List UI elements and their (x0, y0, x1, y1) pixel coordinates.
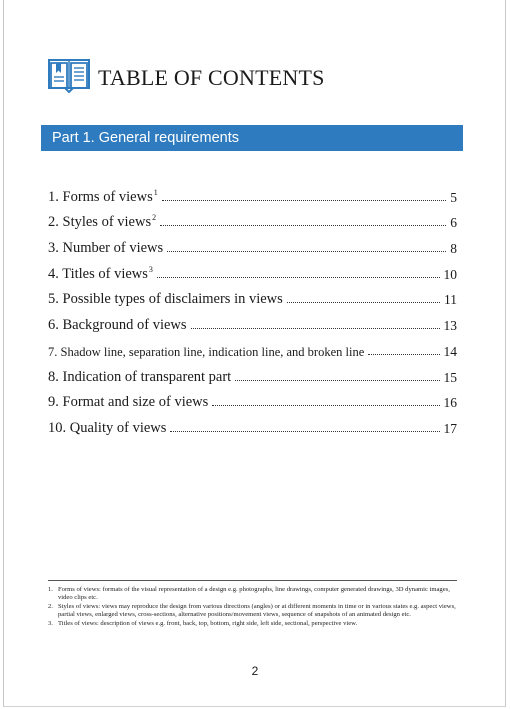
toc-entry-page: 5 (450, 189, 457, 205)
part-heading: Part 1. General requirements (52, 130, 239, 146)
toc-entry-label: 6. Background of views (48, 317, 187, 334)
toc-entry[interactable] (48, 180, 457, 206)
toc-entry-label: 3. Number of views (48, 240, 164, 257)
dot-leader (157, 277, 440, 278)
dot-leader (191, 328, 440, 329)
toc-entry[interactable] (48, 334, 457, 360)
footnote-text: Styles of views: views may reproduce the design from various directions (angles) or at different moments in time or in various states e.g. aspect views, partial views, enlarged views, cross-sections, alternative positions/movement views, sequence of snapshots of an animated design etc. (58, 602, 456, 619)
toc-entry-page: 15 (443, 369, 457, 385)
toc-entry[interactable] (48, 283, 457, 309)
footnote-text: Titles of views: description of views e.g. front, back, top, bottom, right side, left side, sectional, perspective view. (58, 619, 358, 627)
toc-entry[interactable] (48, 411, 457, 437)
toc-entry-page: 11 (444, 292, 457, 308)
footnote-number: 2. (48, 602, 53, 610)
toc-entry-label: 7. Shadow line, separation line, indication line, and broken line (48, 344, 365, 359)
toc-entry[interactable] (48, 386, 457, 412)
toc-entry-label: 9. Format and size of views (48, 394, 209, 411)
footnote-ref: 3 (148, 264, 153, 274)
toc-entry[interactable] (48, 360, 457, 386)
toc-entry-label: 10. Quality of views (48, 419, 167, 436)
dot-leader (167, 251, 446, 252)
toc-entry[interactable] (48, 257, 457, 283)
dot-leader (212, 405, 439, 406)
footnotes (48, 586, 460, 628)
dot-leader (160, 225, 446, 226)
part-heading-bar (41, 125, 463, 151)
page-title: TABLE OF CONTENTS (98, 65, 325, 90)
toc-entry-page: 17 (443, 420, 457, 436)
page-number: 2 (251, 664, 259, 678)
toc-entry-page: 8 (450, 241, 457, 257)
toc-entry-page: 13 (443, 318, 457, 334)
footnote-divider (48, 580, 457, 581)
footnote-ref: 2 (152, 213, 157, 223)
toc-entry-page: 14 (443, 343, 457, 359)
toc-entry-page: 16 (443, 395, 457, 411)
footnote-text: Forms of views: formats of the visual representation of a design e.g. photographs, line drawings, computer generated drawings, 3D dynamic images, video clips etc. (58, 586, 450, 602)
toc-entry-page: 6 (450, 215, 457, 231)
toc-entry[interactable] (48, 206, 457, 232)
toc-entry-page: 10 (443, 266, 457, 282)
dot-leader (287, 302, 440, 303)
toc-header (48, 57, 468, 97)
dot-leader (368, 354, 439, 355)
footnote (48, 586, 460, 603)
toc-entry-label: 4. Titles of views$^3$ (48, 264, 153, 282)
toc-list (48, 180, 457, 437)
footnote-number: 3. (48, 619, 53, 627)
dot-leader (170, 431, 439, 432)
footnote (48, 603, 460, 620)
toc-entry[interactable] (48, 231, 457, 257)
toc-entry-label: 2. Styles of views$^2$ (48, 213, 157, 231)
footnote-ref: 1 (153, 187, 158, 197)
book-icon (48, 57, 90, 93)
toc-entry-label: 8. Indication of transparent part (48, 368, 232, 385)
footnote-number: 1. (48, 586, 53, 593)
footnote (48, 620, 460, 628)
dot-leader (235, 380, 439, 381)
toc-entry-label: 1. Forms of views$^1$ (48, 187, 158, 205)
dot-leader (162, 200, 447, 201)
toc-entry-label: 5. Possible types of disclaimers in views (48, 291, 283, 308)
toc-entry[interactable] (48, 308, 457, 334)
